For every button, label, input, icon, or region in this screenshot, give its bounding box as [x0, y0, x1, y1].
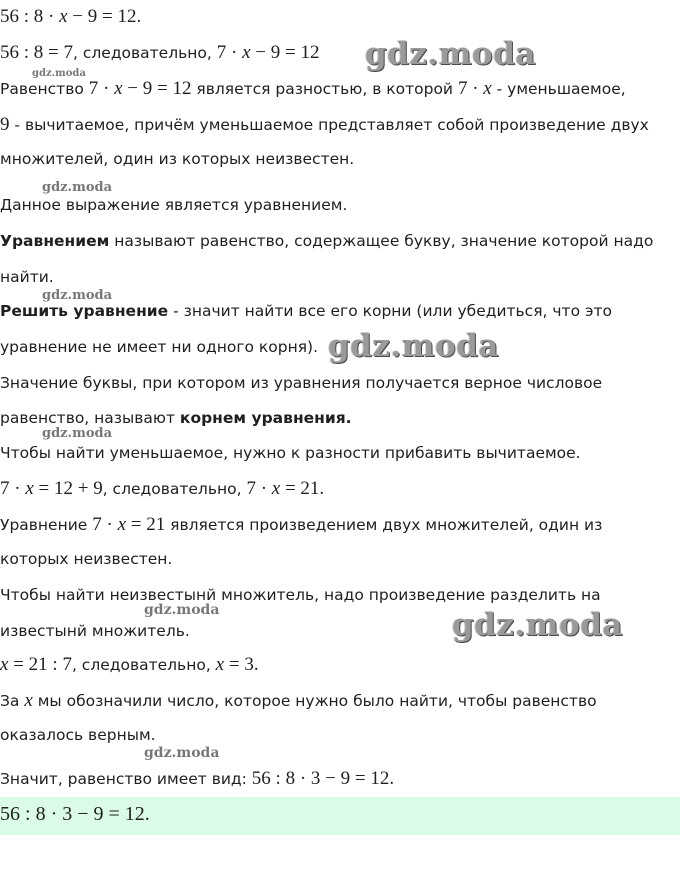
math-expression: 7 · x = 21 — [92, 514, 166, 535]
term-bold: корнем уравнения. — [179, 409, 352, 427]
math-expression: 7 · x = 21. — [246, 478, 325, 499]
line-definition-equation-end — [0, 268, 54, 286]
math-expression: 9 — [0, 114, 10, 135]
term-bold: Уравнением — [0, 232, 110, 250]
math-expression: 56 : 8 = 7 — [0, 42, 73, 63]
watermark-logo-small: gdz.moda — [32, 68, 86, 79]
watermark-logo-small: gdz.moda — [144, 745, 220, 761]
line-rule-minuend — [0, 444, 581, 462]
text-fragment: - значит найти все его корни (или убедиться, что это — [168, 302, 612, 320]
math-expression: x = 3. — [215, 654, 259, 675]
text-fragment: За — [0, 692, 25, 710]
math-expression: x — [24, 690, 33, 711]
text-fragment: найти. — [0, 268, 54, 286]
text-fragment: Значит, равенство имеет вид: — [0, 770, 252, 788]
watermark-logo: gdz.moda — [365, 36, 536, 72]
answer-expression: 56 : 8 · 3 − 9 = 12. — [0, 803, 150, 825]
line-definition-root-end — [0, 409, 352, 427]
line-explanation-1 — [0, 78, 626, 100]
line-explanation-2 — [0, 114, 649, 136]
line-rule-factor — [0, 586, 601, 604]
text-fragment: Чтобы найти уменьшаемое, нужно к разности прибавить вычитаемое. — [0, 444, 581, 462]
line-definition-root — [0, 374, 602, 392]
term-bold: Решить уравнение — [0, 302, 169, 320]
text-fragment: Равенство — [0, 80, 89, 98]
text-fragment: - вычитаемое, причём уменьшаемое представляет собой произведение двух — [9, 116, 649, 134]
line-variable-note — [0, 690, 597, 712]
text-fragment: , следовательно, — [102, 480, 247, 498]
line-equation-statement — [0, 196, 347, 214]
text-fragment: называют равенство, содержащее букву, значение которой надо — [109, 232, 654, 250]
math-expression: 56 : 8 · x − 9 = 12. — [0, 6, 142, 27]
line-product-statement — [0, 514, 602, 536]
math-expression: x = 21 : 7 — [0, 654, 72, 675]
text-fragment: является произведением двух множителей, один из — [165, 516, 603, 534]
watermark-logo: gdz.moda — [328, 328, 499, 364]
text-fragment: - уменьшаемое, — [491, 80, 626, 98]
math-expression: 7 · x − 9 = 12 — [216, 42, 320, 63]
line-variable-note-end — [0, 726, 156, 744]
watermark-logo-small: gdz.moda — [42, 426, 113, 441]
line-initial-equation — [0, 6, 141, 28]
line-final-form — [0, 768, 394, 790]
watermark-logo-small: gdz.moda — [42, 180, 113, 195]
line-explanation-3 — [0, 150, 354, 168]
line-step-division — [0, 42, 319, 64]
text-fragment: равенство, называют — [0, 409, 180, 427]
text-fragment: , следовательно, — [71, 656, 216, 674]
math-expression: 56 : 8 · 3 − 9 = 12. — [251, 768, 395, 789]
line-definition-solve-end — [0, 338, 318, 356]
text-fragment: множителей, один из которых неизвестен. — [0, 150, 355, 168]
math-expression: 7 · x — [457, 78, 492, 99]
line-product-statement-end — [0, 550, 172, 568]
line-step-division-result — [0, 654, 259, 676]
text-fragment: является разностью, в которой — [191, 80, 458, 98]
watermark-logo: gdz.moda — [452, 607, 623, 643]
watermark-logo-small: gdz.moda — [144, 602, 220, 618]
text-fragment: Уравнение — [0, 516, 93, 534]
line-definition-solve — [0, 302, 612, 320]
text-fragment: Значение буквы, при котором из уравнения получается верное числовое — [0, 374, 603, 392]
line-rule-factor-end — [0, 622, 190, 640]
text-fragment: Чтобы найти неизвестынй множитель, надо произведение разделить на — [0, 586, 601, 604]
text-fragment: известынй множитель. — [0, 622, 190, 640]
text-fragment: Данное выражение является уравнением. — [0, 196, 348, 214]
math-expression: 7 · x = 12 + 9 — [0, 478, 103, 499]
text-fragment: уравнение не имеет ни одного корня). — [0, 338, 318, 356]
line-definition-equation — [0, 232, 653, 250]
answer-box — [0, 797, 680, 835]
text-fragment: , следовательно, — [73, 44, 217, 62]
line-step-addition — [0, 478, 324, 500]
text-fragment: которых неизвестен. — [0, 550, 173, 568]
text-fragment: оказалось верным. — [0, 726, 156, 744]
watermark-logo-small: gdz.moda — [42, 288, 113, 303]
math-expression: 7 · x − 9 = 12 — [88, 78, 192, 99]
text-fragment: мы обозначили число, которое нужно было найти, чтобы равенство — [32, 692, 597, 710]
